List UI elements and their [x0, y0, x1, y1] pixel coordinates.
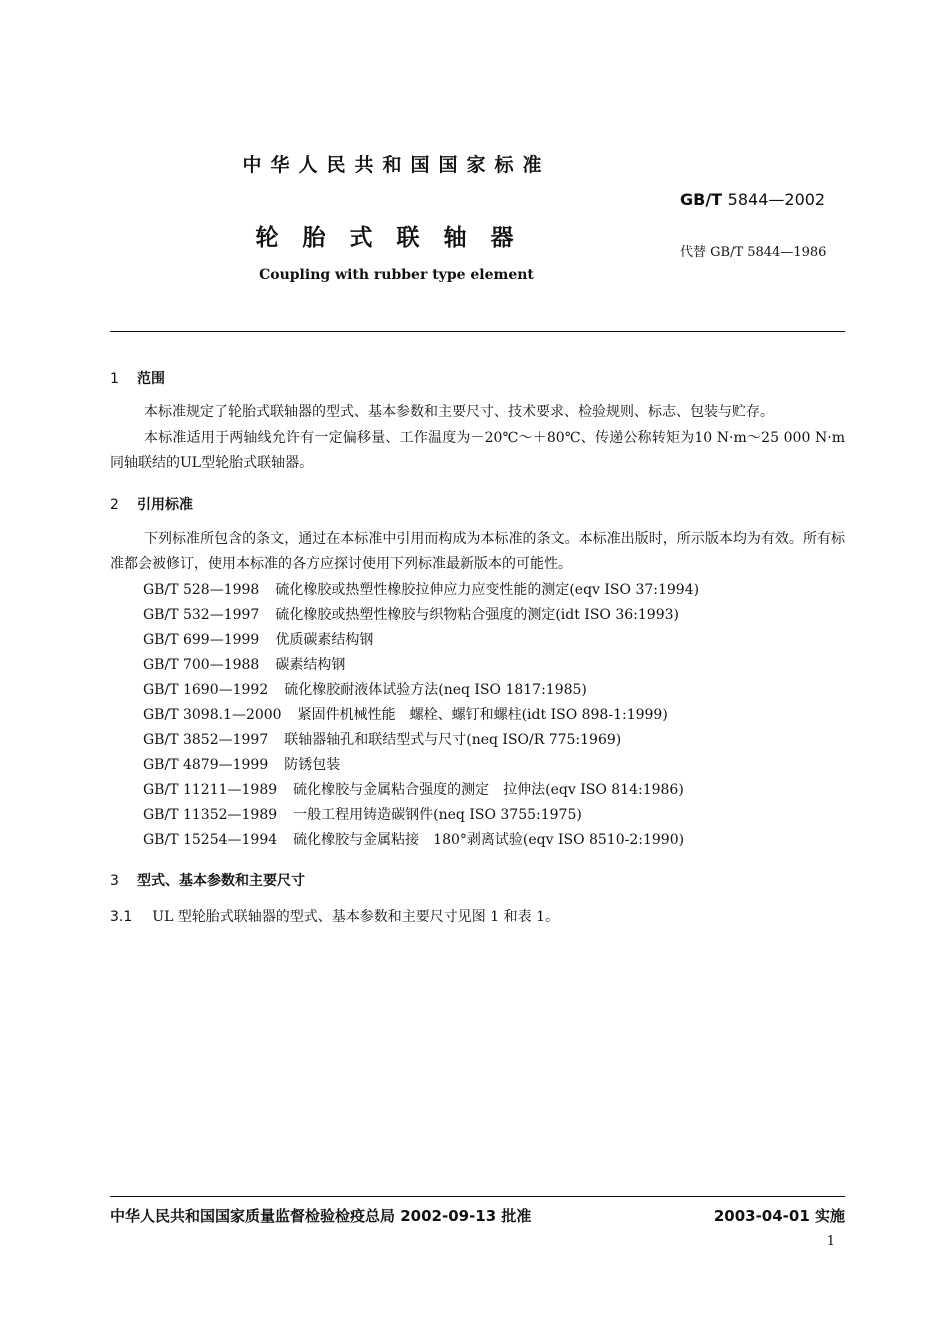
national-standard-heading: 中华人民共和国国家标准: [242, 154, 551, 176]
section-3-number: 3: [110, 873, 119, 889]
reference-item: [143, 653, 843, 678]
section-2-paragraph-1: 下列标准所包含的条文，通过在本标准中引用而构成为本标准的条文。本标准出版时，所示版本均为有效。所有标准都会被修订，使用本标准的各方应探讨使用下列标准最新版本的可能性。: [110, 531, 845, 572]
reference-item: [143, 703, 843, 728]
reference-title: 硫化橡胶与金属粘接 180°剥离试验(eqv ISO 8510-2:1990): [293, 832, 685, 848]
section-1-paragraph-2: 本标准适用于两轴线允许有一定偏移量、工作温度为－20℃～＋80℃、传递公称转矩为10 N·m～25 000 N·m同轴联结的UL型轮胎式联轴器。: [110, 430, 845, 471]
subsection-3-1: [110, 906, 559, 926]
subsection-3-1-number: 3.1: [110, 909, 133, 925]
footer-divider: [110, 1196, 845, 1197]
section-2-number: 2: [110, 497, 119, 513]
subsection-3-1-text: UL 型轮胎式联轴器的型式、基本参数和主要尺寸见图 1 和表 1。: [152, 909, 559, 925]
reference-code: GB/T 11211—1989: [143, 782, 278, 798]
section-1-heading: [110, 368, 165, 388]
reference-code: GB/T 3852—1997: [143, 732, 269, 748]
reference-code: GB/T 11352—1989: [143, 807, 278, 823]
reference-code: GB/T 4879—1999: [143, 757, 269, 773]
standard-code: [680, 190, 825, 209]
reference-code: GB/T 528—1998: [143, 582, 260, 598]
section-3-title: 型式、基本参数和主要尺寸: [137, 873, 305, 889]
reference-title: 硫化橡胶或热塑性橡胶拉伸应力应变性能的测定(eqv ISO 37:1994): [275, 582, 700, 598]
standard-code-number: 5844—2002: [727, 190, 826, 209]
replaces-standard: 代替 GB/T 5844—1986: [680, 245, 827, 260]
reference-title: 硫化橡胶耐液体试验方法(neq ISO 1817:1985): [284, 682, 587, 698]
section-3-heading: [110, 870, 305, 890]
reference-item: [143, 728, 843, 753]
header-divider: [110, 331, 845, 332]
section-1-paragraph-1: 本标准规定了轮胎式联轴器的型式、基本参数和主要尺寸、技术要求、检验规则、标志、包装与贮存。: [144, 404, 774, 420]
reference-code: GB/T 532—1997: [143, 607, 260, 623]
english-title: Coupling with rubber type element: [259, 267, 534, 283]
reference-title: 防锈包装: [284, 757, 341, 773]
reference-title: 硫化橡胶或热塑性橡胶与织物粘合强度的测定(idt ISO 36:1993): [275, 607, 679, 623]
reference-code: GB/T 1690—1992: [143, 682, 269, 698]
reference-item: [143, 603, 843, 628]
reference-title: 优质碳素结构钢: [275, 632, 374, 648]
reference-item: [143, 778, 843, 803]
reference-item: [143, 678, 843, 703]
section-1-number: 1: [110, 371, 119, 387]
approval-line: 中华人民共和国国家质量监督检验检疫总局 2002-09-13 批准: [110, 1207, 532, 1225]
reference-title: 紧固件机械性能 螺栓、螺钉和螺柱(idt ISO 898-1:1999): [297, 707, 668, 723]
page-number: 1: [826, 1234, 835, 1249]
section-1-title: 范围: [137, 371, 165, 387]
standard-code-prefix: GB/T: [680, 190, 723, 209]
reference-title: 联轴器轴孔和联结型式与尺寸(neq ISO/R 775:1969): [284, 732, 622, 748]
reference-code: GB/T 3098.1—2000: [143, 707, 282, 723]
implementation-date: 2003-04-01 实施: [713, 1207, 845, 1225]
reference-title: 一般工程用铸造碳钢件(neq ISO 3755:1975): [293, 807, 582, 823]
reference-code: GB/T 699—1999: [143, 632, 260, 648]
reference-code: GB/T 700—1988: [143, 657, 260, 673]
reference-item: [143, 803, 843, 828]
reference-list: [143, 578, 843, 853]
section-2-title: 引用标准: [137, 497, 193, 513]
reference-code: GB/T 15254—1994: [143, 832, 278, 848]
reference-item: [143, 628, 843, 653]
document-title: 轮胎式联轴器: [255, 225, 538, 251]
reference-title: 碳素结构钢: [275, 657, 346, 673]
reference-item: [143, 828, 843, 853]
reference-item: [143, 753, 843, 778]
reference-item: [143, 578, 843, 603]
reference-title: 硫化橡胶与金属粘合强度的测定 拉伸法(eqv ISO 814:1986): [293, 782, 684, 798]
section-2-heading: [110, 494, 193, 514]
